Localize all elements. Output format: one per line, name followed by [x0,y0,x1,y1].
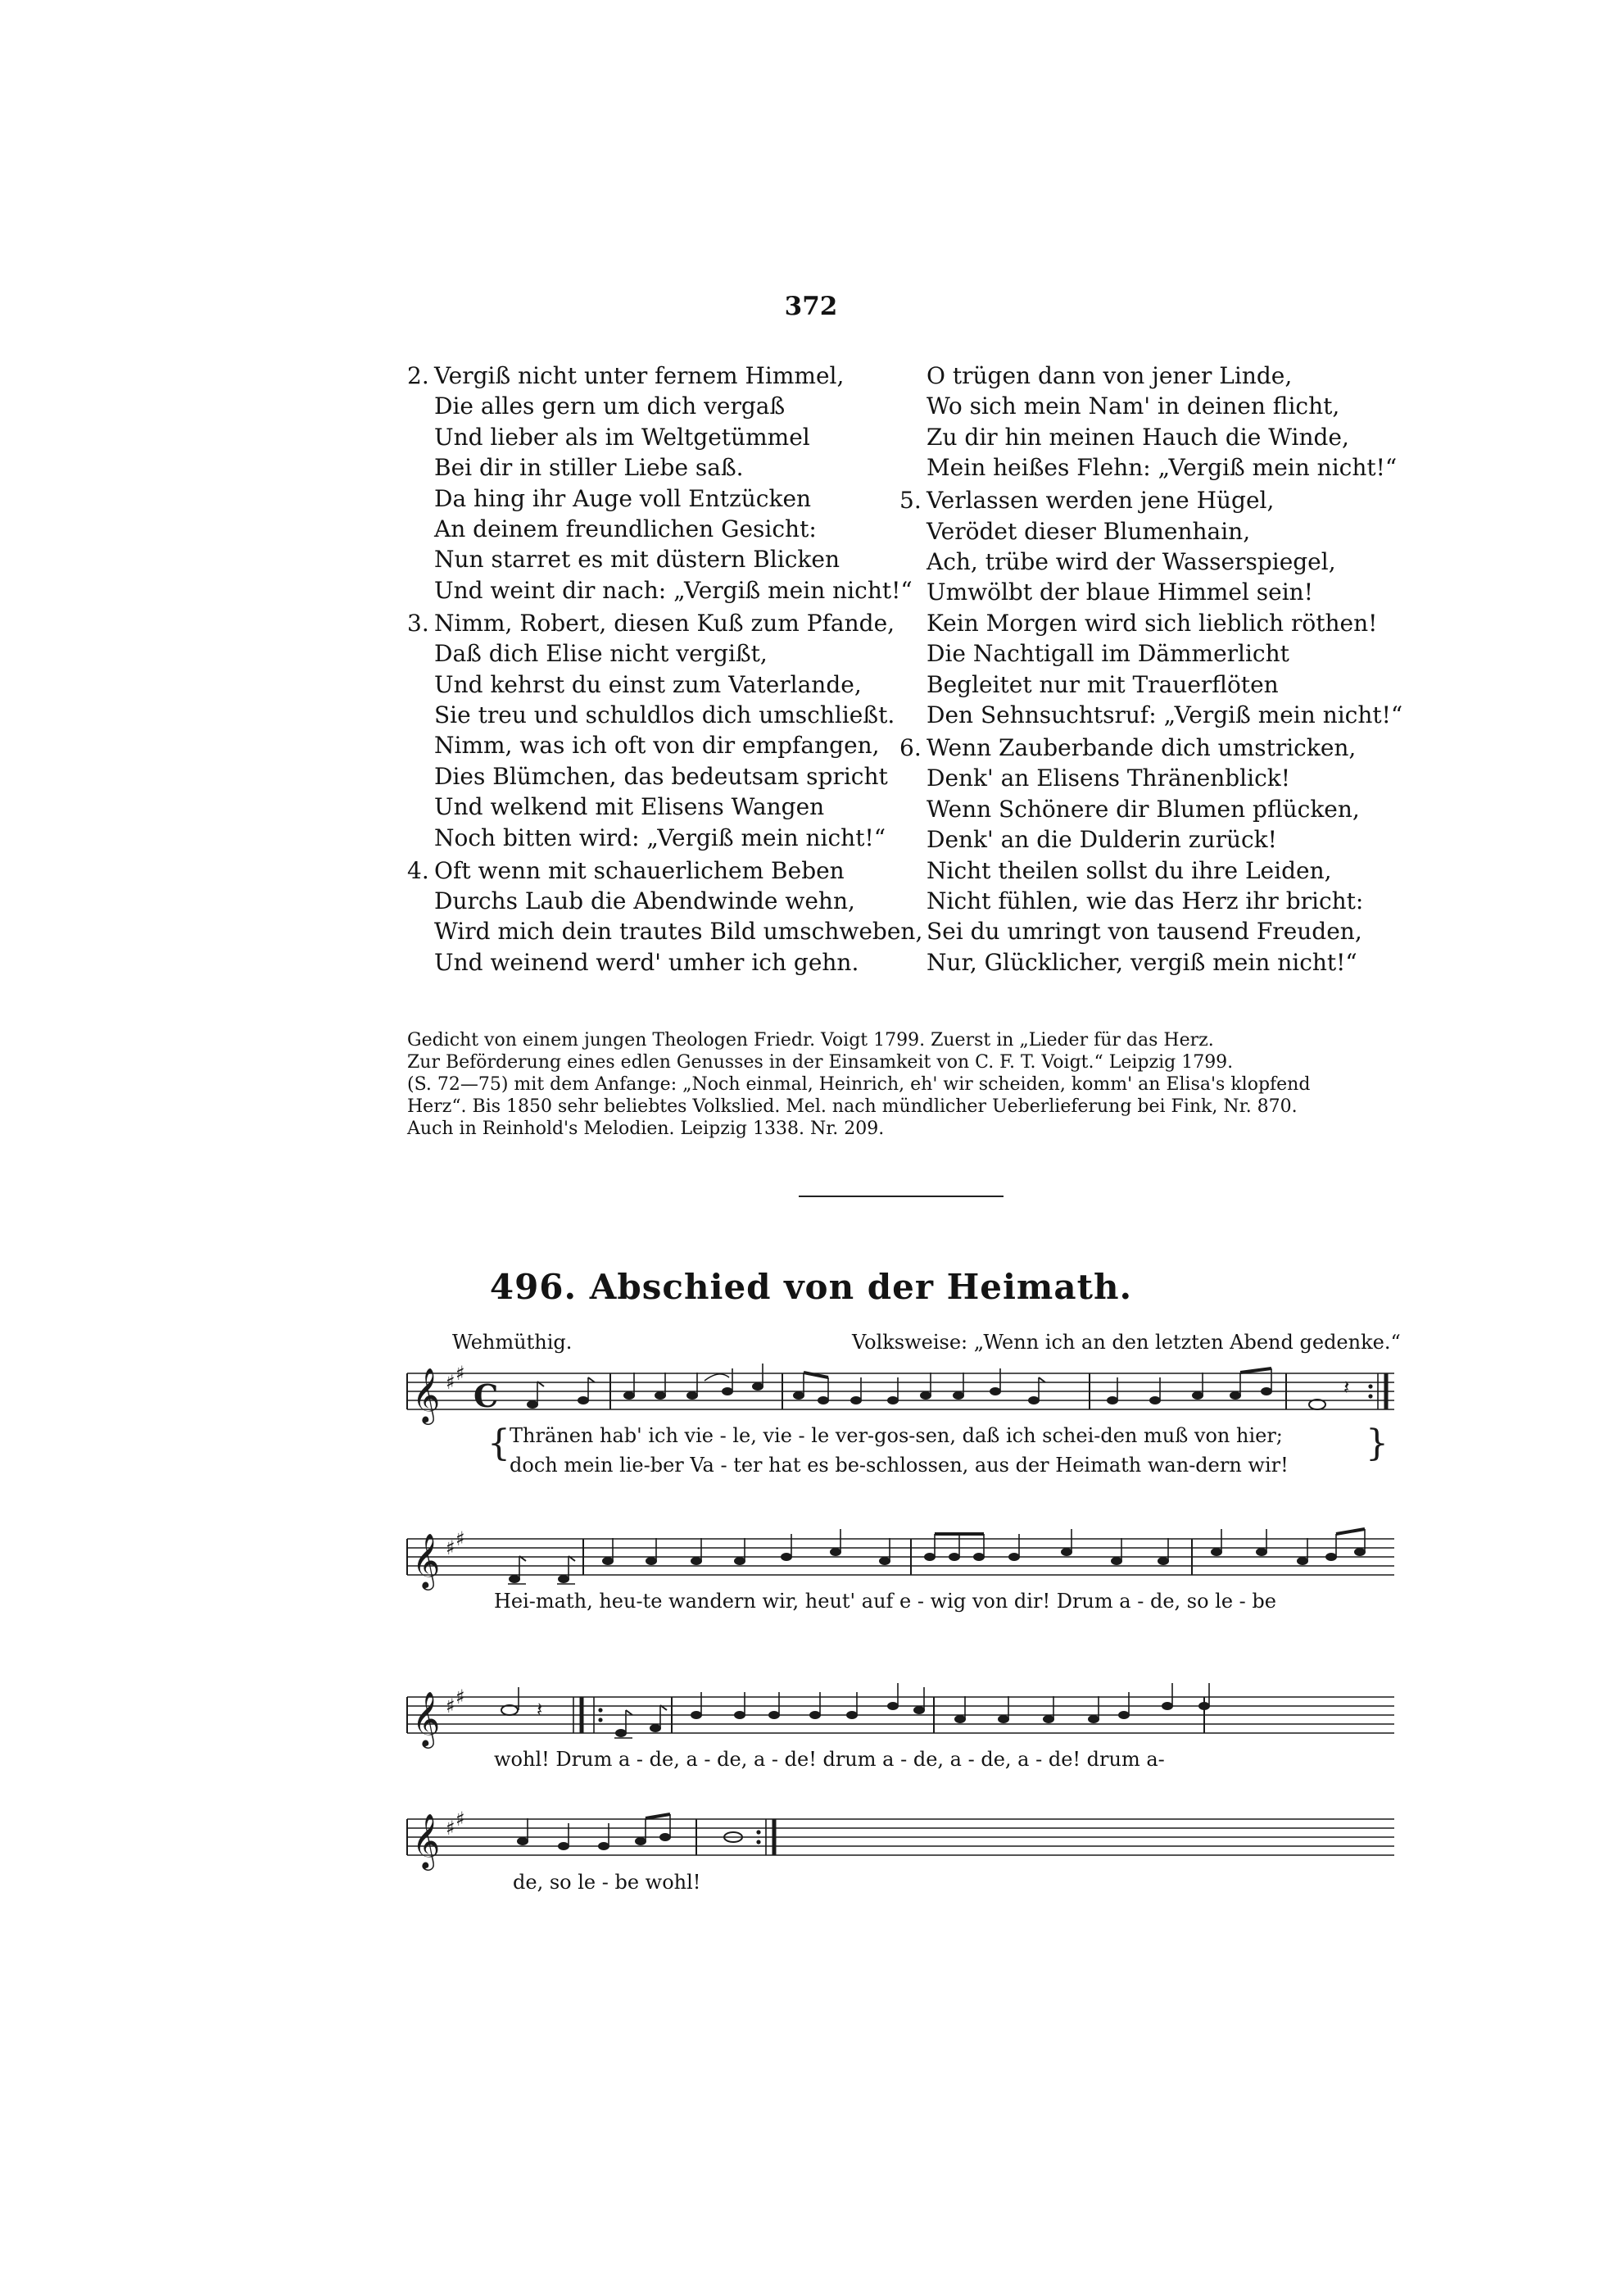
footnote-line: Zur Beförderung eines edlen Genusses in der Einsamkeit von C. F. T. Voigt.“ Leipzig 1799. [407,1052,1234,1073]
note-heads [517,1833,671,1850]
sharp-icon: ♯ [446,1371,455,1394]
verse-line: Mein heißes Flehn: „Vergiß mein nicht!“ [927,454,1398,482]
stanza-number: 4. [407,856,429,884]
sharp-icon: ♯ [446,1817,455,1840]
treble-clef-icon: 𝄞 [412,1532,441,1588]
verse-line: Oft wenn mit schauerlichem Beben [434,856,845,884]
sharp-icon: ♯ [455,1686,465,1708]
verse-line: Nicht fühlen, wie das Herz ihr bricht: [927,887,1364,914]
verse-line: Umwölbt der blaue Himmel sein! [927,579,1313,606]
verse-line: Kein Morgen wird sich lieblich röthen! [927,609,1378,637]
verse-line: O trügen dann von jener Linde, [927,362,1293,389]
verse-line: Bei dir in stiller Liebe saß. [434,454,744,482]
lyrics-system-1-verse-2: doch mein lie-ber Va - ter hat es be-schlossen, aus der Heimath wan-dern wir! [510,1454,1289,1477]
stanza-number: 6. [899,733,922,761]
song-title: 496. Abschied von der Heimath. [489,1267,1133,1307]
verse-line: Sie treu und schuldlos dich umschließt. [434,701,895,728]
verse-line: Wird mich dein trautes Bild umschweben, [434,918,923,946]
footnote-line: Herz“. Bis 1850 sehr beliebtes Volkslied. Mel. nach mündlicher Ueberlieferung bei Fink, Nr. 870. [407,1096,1298,1117]
verse-line: Da hing ihr Auge voll Entzücken [434,484,812,512]
rest-icon: 𝄽 [1343,1376,1350,1399]
verse-line: Wo sich mein Nam' in deinen flicht, [927,392,1340,420]
verse-line: Und weinend werd' umher ich gehn. [434,948,859,976]
verse-line: Und welkend mit Elisens Wangen [434,793,825,821]
staff-system-2 [407,1527,1394,1590]
verse-line: Die alles gern um dich vergaß [434,392,786,420]
verse-line: Denk' an die Dulderin zurück! [927,826,1277,854]
verse-line: Nicht theilen sollst du ihre Leiden, [927,856,1332,884]
verse-line: Durchs Laub die Abendwinde wehn, [434,887,855,914]
footnote-line: Gedicht von einem jungen Theologen Friedr. Voigt 1799. Zuerst in „Lieder für das Herz. [407,1030,1214,1050]
verse-line: Zu dir hin meinen Hauch die Winde, [927,423,1349,451]
stanza-number: 3. [407,609,429,637]
stanza-number: 5. [899,487,922,515]
sharp-icon: ♯ [455,1527,465,1550]
staff-system-3 [407,1683,1394,1749]
verse-line: Nur, Glücklicher, vergiß mein nicht!“ [927,948,1357,976]
treble-clef-icon: 𝄞 [412,1813,441,1868]
verse-line: Den Sehnsuchtsruf: „Vergiß mein nicht!“ [927,701,1403,728]
verse-line: Noch bitten wird: „Vergiß mein nicht!“ [434,824,886,851]
verse-line: Verlassen werden jene Hügel, [927,487,1275,515]
verse-line: Nimm, Robert, diesen Kuß zum Pfande, [434,609,895,637]
verse-line: Und weint dir nach: „Vergiß mein nicht!“ [434,576,913,604]
verse-line: Dies Blümchen, das bedeutsam spricht [434,762,888,790]
sharp-icon: ♯ [446,1695,455,1717]
verse-bracket: { [487,1423,510,1464]
lyrics-system-2: Hei-math, heu-te wandern wir, heut' auf e - wig von dir! Drum a - de, so le - be [494,1590,1276,1613]
verse-line: An deinem freundlichen Gesicht: [434,515,817,543]
verse-bracket: } [1366,1423,1389,1464]
verse-line: Begleitet nur mit Trauerflöten [927,670,1279,698]
lyrics-system-1-verse-1: Thränen hab' ich vie - le, vie - le ver-gos-sen, daß ich schei-den muß von hier; [510,1424,1283,1447]
verse-line: Nimm, was ich oft von dir empfangen, [434,732,880,760]
verse-line: Die Nachtigall im Dämmerlicht [927,640,1289,668]
lyrics-system-3: wohl! Drum a - de, a - de, a - de! drum a - de, a - de, a - de! drum a- [494,1748,1165,1771]
melody-source: Volksweise: „Wenn ich an den letzten Abend gedenke.“ [852,1331,1401,1354]
verse-line: Daß dich Elise nicht vergißt, [434,640,768,668]
verse-line: Und kehrst du einst zum Vaterlande, [434,670,862,698]
note-heads [615,1702,1210,1737]
sharp-icon: ♯ [455,1808,465,1831]
tempo-marking: Wehmüthig. [452,1331,573,1354]
verse-line: Vergiß nicht unter fernem Himmel, [434,362,845,389]
page-number: 372 [784,292,838,321]
staff-system-4 [407,1808,1394,1871]
verse-line: Sei du umringt von tausend Freuden, [927,918,1362,946]
time-signature: C [473,1377,499,1414]
rest-icon: 𝄽 [537,1698,543,1721]
stanza-number: 2. [407,362,429,389]
sharp-icon: ♯ [446,1536,455,1559]
verse-line: Wenn Schönere dir Blumen pflücken, [927,795,1360,823]
treble-clef-icon: 𝄞 [412,1690,441,1746]
lyrics-system-4: de, so le - be wohl! [513,1871,701,1894]
staff-system-1 [407,1362,1394,1464]
sharp-icon: ♯ [455,1362,465,1385]
verse-line: Verödet dieser Blumenhain, [927,517,1251,545]
verse-line: Denk' an Elisens Thränenblick! [927,765,1290,792]
verse-line: Wenn Zauberbande dich umstricken, [927,733,1357,761]
verse-line: Und lieber als im Weltgetümmel [434,423,810,451]
verse-line: Ach, trübe wird der Wasserspiegel, [927,547,1336,575]
verse-line: Nun starret es mit düstern Blicken [434,546,840,574]
footnote-line: (S. 72—75) mit dem Anfange: „Noch einmal, Heinrich, eh' wir scheiden, komm' an Elisa's klopfend [407,1074,1311,1095]
footnote-line: Auch in Reinhold's Melodien. Leipzig 1338. Nr. 209. [407,1119,885,1139]
treble-clef-icon: 𝄞 [412,1367,441,1423]
